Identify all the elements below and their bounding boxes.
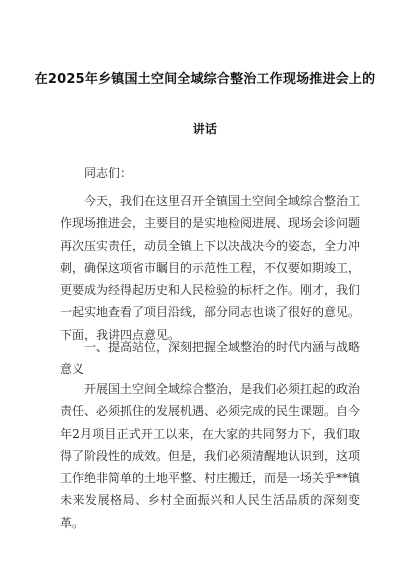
document-title-continued: 讲话 — [192, 122, 218, 136]
paragraph-intro: 今天，我们在这里召开全镇国土空间全域综合整治工作现场推进会，主要目的是实地检阅进展、现场会诊问题再次压实责任，动员全镇上下以决战决今的姿态，全力冲刺，确保这项省市瞩目的示范性工程，不仅要如期竣工，更要成为经得起历史和人民检验的标杆之作。刚才，我们一起实地查看了项目沿线，部分同志也谈了很好的意见。下面，我讲四点意见。 — [60, 194, 361, 342]
greeting: 同志们： — [84, 166, 133, 180]
section-heading-1: 一、提高站位，深刻把握全域整治的时代内涵与战略意义 — [60, 340, 361, 377]
paragraph-section-1: 开展国土空间全域综合整治，是我们必须扛起的政治责任、必须抓住的发展机遇、必须完成的民生课题。自今年2月项目正式开工以来，在大家的共同努力下，我们取得了阶段性的成效。但是，我们必须清醒地认识到，这项工作绝非简单的土地平整、村庄搬迁，而是一场关乎**镇未来发展格局、乡村全面振兴和人民生活品质的深刻变革。 — [60, 382, 361, 530]
document-title: 在2025年乡镇国土空间全域综合整治工作现场推进会上的 — [34, 72, 376, 87]
